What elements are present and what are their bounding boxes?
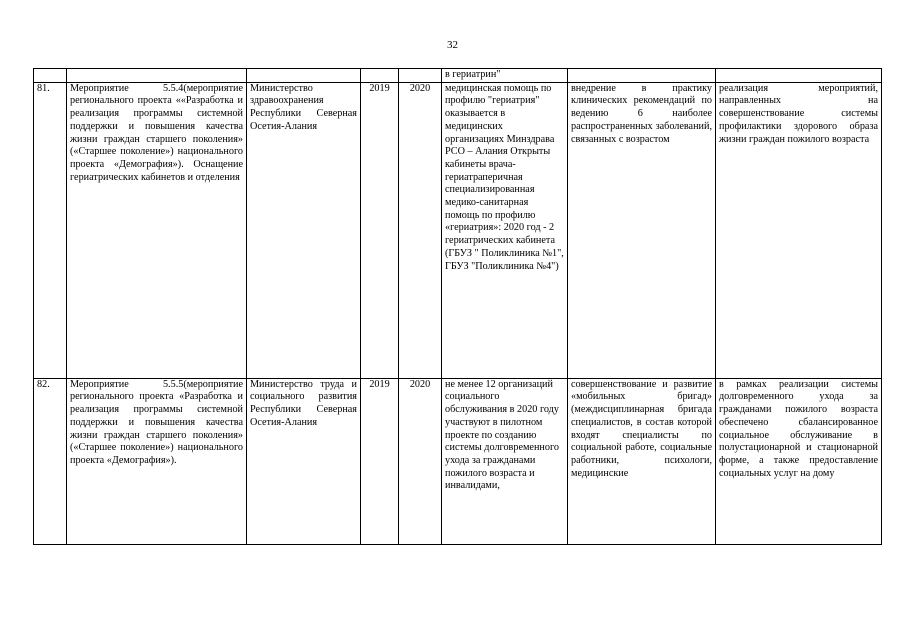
link-cell: внедрение в практику клинических рекомендаций по ведению 6 наиболее распространенных заболеваний, связанных с возрастом xyxy=(568,82,716,378)
table-row xyxy=(34,378,882,544)
event-cell: Мероприятие 5.5.5(мероприятие регионального проекта «Разработка и реализация программы системной поддержки и повышения качества жизни граждан старшего поколения» («Старшее поколение») национального проекта «Демография»). xyxy=(67,378,247,544)
table-cell xyxy=(34,69,67,83)
table-row xyxy=(34,69,882,83)
executor-cell: Министерство труда и социального развития Республики Северная Осетия-Алания xyxy=(247,378,361,544)
event-cell: Мероприятие 5.5.4(мероприятие регионального проекта ««Разработка и реализация программы системной поддержки и повышения качества жизни граждан старшего поколения» («Старшее поколение») национального проекта «Демография»). Оснащение гериатрических кабинетов и отделения xyxy=(67,82,247,378)
row-number: 82. xyxy=(34,378,67,544)
effect-cell: в рамках реализации системы долговременного ухода за гражданами пожилого возраста обеспечено сбалансированное социальное обслуживание в полустационарной и стационарной форме, а также предоставление социальных услуг на дому xyxy=(716,378,882,544)
page-number: 32 xyxy=(447,39,458,51)
result-cell: не менее 12 организаций социального обслуживания в 2020 году участвуют в пилотном проекте по созданию системы долговременного ухода за гражданами пожилого возраста и инвалидами, xyxy=(442,378,568,544)
result-cell: в гериатрин" xyxy=(442,69,568,83)
measures-table xyxy=(33,68,882,545)
table-cell xyxy=(716,69,882,83)
table-row xyxy=(34,82,882,378)
executor-cell: Министерство здравоохранения Республики Северная Осетия-Алания xyxy=(247,82,361,378)
year-end-cell: 2020 xyxy=(399,82,442,378)
table-cell xyxy=(361,69,399,83)
table-cell xyxy=(568,69,716,83)
year-start-cell: 2019 xyxy=(361,378,399,544)
year-start-cell: 2019 xyxy=(361,82,399,378)
effect-cell: реализация мероприятий, направленных на совершенствование системы профилактики здорового образа жизни граждан пожилого возраста xyxy=(716,82,882,378)
table-cell xyxy=(247,69,361,83)
table-cell xyxy=(399,69,442,83)
result-cell: медицинская помощь по профилю "гериатрия" оказывается в медицинских организациях Минздрава РСО – Алания Открыты кабинеты врача-гериатраперичная специализированная медико-санитарная помощь по профилю «гериатрия»: 2020 год - 2 гериатрических кабинета (ГБУЗ " Поликлиника №1", ГБУЗ "Поликлиника №4") xyxy=(442,82,568,378)
link-cell: совершенствование и развитие «мобильных бригад» (междисциплинарная бригада специалистов, в состав которой входят специалисты по социальной работе, социальные работники, психологи, медицинские xyxy=(568,378,716,544)
table-cell xyxy=(67,69,247,83)
row-number: 81. xyxy=(34,82,67,378)
year-end-cell: 2020 xyxy=(399,378,442,544)
